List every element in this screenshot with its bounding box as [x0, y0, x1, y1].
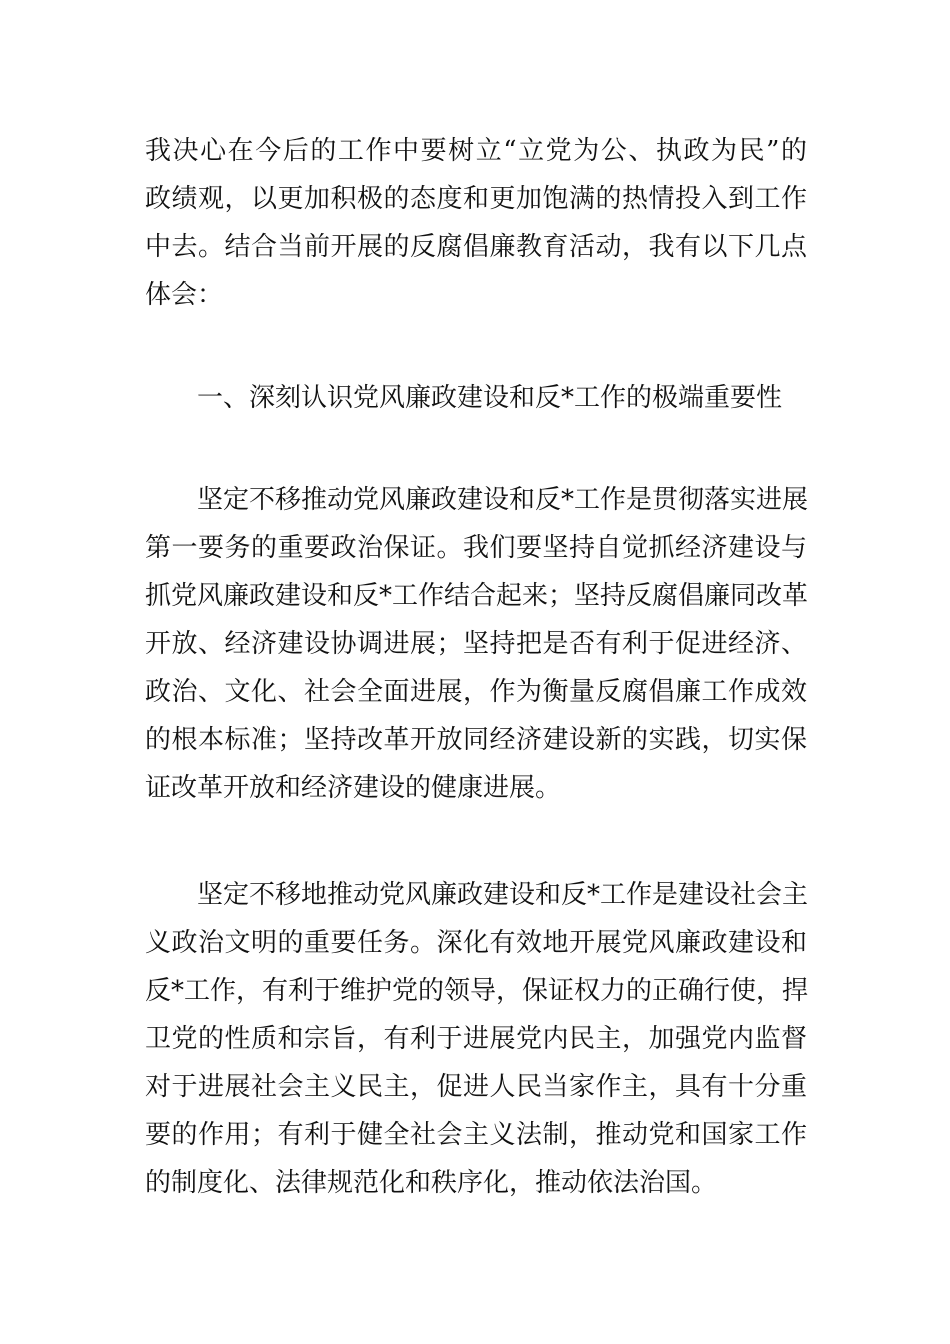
- text-line: 我决心在今后的工作中要树立“立党为公、执政为民”的: [145, 136, 807, 166]
- text-line: 坚定不移推动党风廉政建设和反*工作是贯彻落实进展: [197, 485, 809, 515]
- heading-line: 一、深刻认识党风廉政建设和反*工作的极端重要性: [197, 383, 783, 413]
- text-line: 中去。结合当前开展的反腐倡廉教育活动，我有以下几点: [145, 232, 807, 262]
- text-line: 政绩观，以更加积极的态度和更加饱满的热情投入到工作: [145, 184, 807, 214]
- text-line: 第一要务的重要政治保证。我们要坚持自觉抓经济建设与: [145, 533, 807, 563]
- body-paragraph-1: [145, 476, 807, 812]
- text-line: 开放、经济建设协调进展；坚持把是否有利于促进经济、: [145, 629, 807, 659]
- intro-paragraph: [145, 127, 807, 319]
- text-line: 政治、文化、社会全面进展，作为衡量反腐倡廉工作成效: [145, 677, 807, 707]
- text-line: 要的作用；有利于健全社会主义法制，推动党和国家工作: [145, 1120, 807, 1150]
- section-heading: [145, 374, 807, 422]
- text-line: 的根本标准；坚持改革开放同经济建设新的实践，切实保: [145, 725, 807, 755]
- text-line: 抓党风廉政建设和反*工作结合起来；坚持反腐倡廉同改革: [145, 581, 809, 611]
- body-paragraph-2: [145, 871, 807, 1207]
- text-line: 反*工作，有利于维护党的领导，保证权力的正确行使，捍: [145, 976, 809, 1006]
- text-line: 卫党的性质和宗旨，有利于进展党内民主，加强党内监督: [145, 1024, 807, 1054]
- text-line: 对于进展社会主义民主，促进人民当家作主，具有十分重: [145, 1072, 807, 1102]
- text-line: 体会：: [145, 280, 224, 310]
- text-line: 坚定不移地推动党风廉政建设和反*工作是建设社会主: [197, 880, 809, 910]
- text-line: 义政治文明的重要任务。深化有效地开展党风廉政建设和: [145, 928, 807, 958]
- text-line: 证改革开放和经济建设的健康进展。: [145, 773, 562, 803]
- text-line: 的制度化、法律规范化和秩序化，推动依法治国。: [145, 1168, 718, 1198]
